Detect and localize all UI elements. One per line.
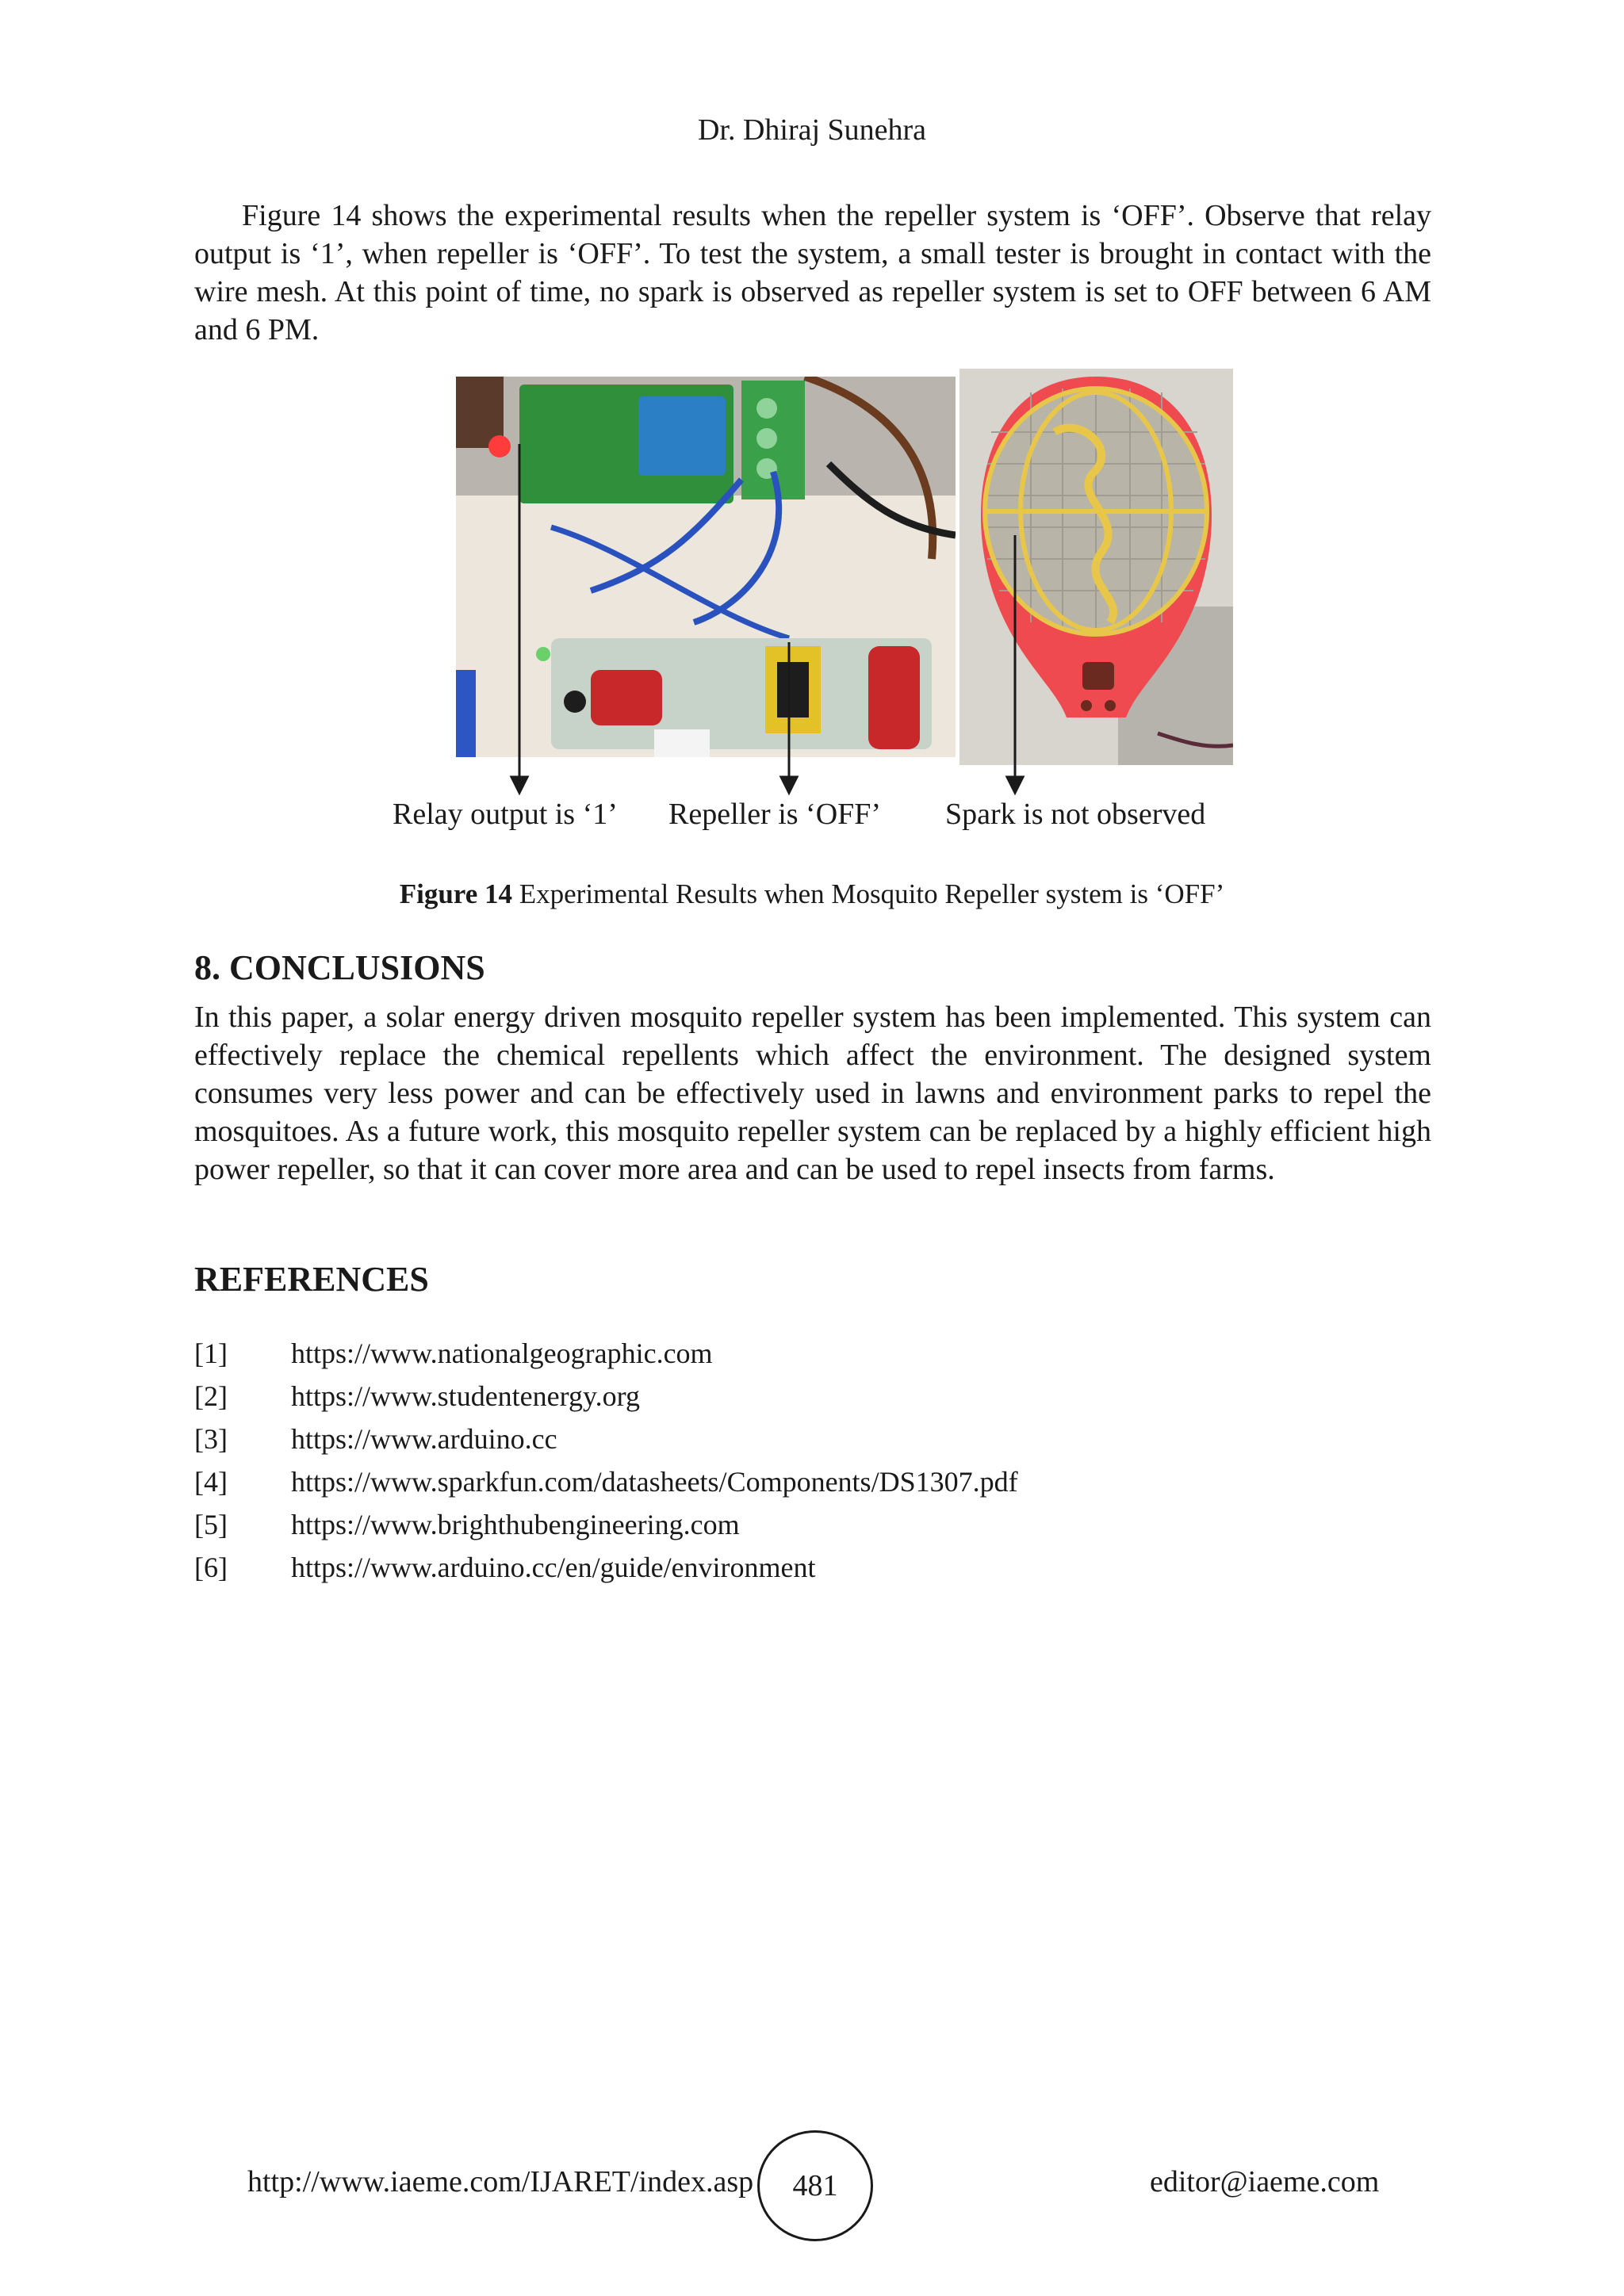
reference-link[interactable]: https://www.nationalgeographic.com [291, 1337, 713, 1369]
figure-14 [381, 365, 1277, 840]
intro-paragraph: Figure 14 shows the experimental results when the repeller system is ‘OFF’. Observe that relay output is ‘1’, when repeller is ‘OFF’. To test the system, a small tester is brought in contact with the wire mesh. At this point of time, no spark is observed as repeller system is set to OFF between 6 AM and 6 PM. [194, 199, 1431, 346]
reference-item [194, 1546, 1384, 1589]
reference-item [194, 1375, 1384, 1418]
caption-label: Figure 14 [399, 878, 512, 909]
figure-arrows [381, 365, 1277, 840]
label-spark-not-observed: Spark is not observed [945, 798, 1206, 831]
conclusions-title: 8. CONCLUSIONS [194, 948, 485, 987]
figure-caption [0, 878, 1624, 910]
reference-item [194, 1460, 1384, 1503]
running-head-author: Dr. Dhiraj Sunehra [697, 113, 927, 147]
reference-item [194, 1503, 1384, 1546]
label-relay-output: Relay output is ‘1’ [393, 798, 618, 831]
reference-item [194, 1418, 1384, 1460]
reference-link[interactable]: https://www.studentenergy.org [291, 1380, 640, 1412]
reference-link[interactable]: https://www.brighthubengineering.com [291, 1509, 740, 1540]
reference-number: [3] [194, 1423, 228, 1455]
references-list [194, 1332, 1384, 1589]
reference-link[interactable]: https://www.sparkfun.com/datasheets/Components/DS1307.pdf [291, 1466, 1018, 1498]
caption-text: Experimental Results when Mosquito Repeller system is ‘OFF’ [512, 878, 1225, 909]
label-repeller-off: Repeller is ‘OFF’ [668, 798, 882, 831]
page-number: 481 [757, 2130, 873, 2241]
reference-number: [1] [194, 1337, 228, 1369]
footer-url[interactable]: http://www.iaeme.com/IJARET/index.asp [247, 2165, 754, 2198]
conclusions-paragraph: In this paper, a solar energy driven mosquito repeller system has been implemented. This system can effectively replace the chemical repellents which affect the environment. The designed system consumes very less power and can be effectively used in lawns and environment parks to repel the mosquitoes. As a future work, this mosquito repeller system can be replaced by a highly efficient high power repeller, so that it can cover more area and can be used to repel insects from farms. [194, 1001, 1431, 1186]
footer-email[interactable]: editor@iaeme.com [1150, 2165, 1380, 2198]
reference-number: [5] [194, 1509, 228, 1540]
reference-number: [6] [194, 1552, 228, 1583]
reference-link[interactable]: https://www.arduino.cc [291, 1423, 557, 1455]
reference-number: [4] [194, 1466, 228, 1498]
references-title: REFERENCES [194, 1260, 429, 1299]
reference-number: [2] [194, 1380, 228, 1412]
reference-item [194, 1332, 1384, 1375]
reference-link[interactable]: https://www.arduino.cc/en/guide/environment [291, 1552, 816, 1583]
